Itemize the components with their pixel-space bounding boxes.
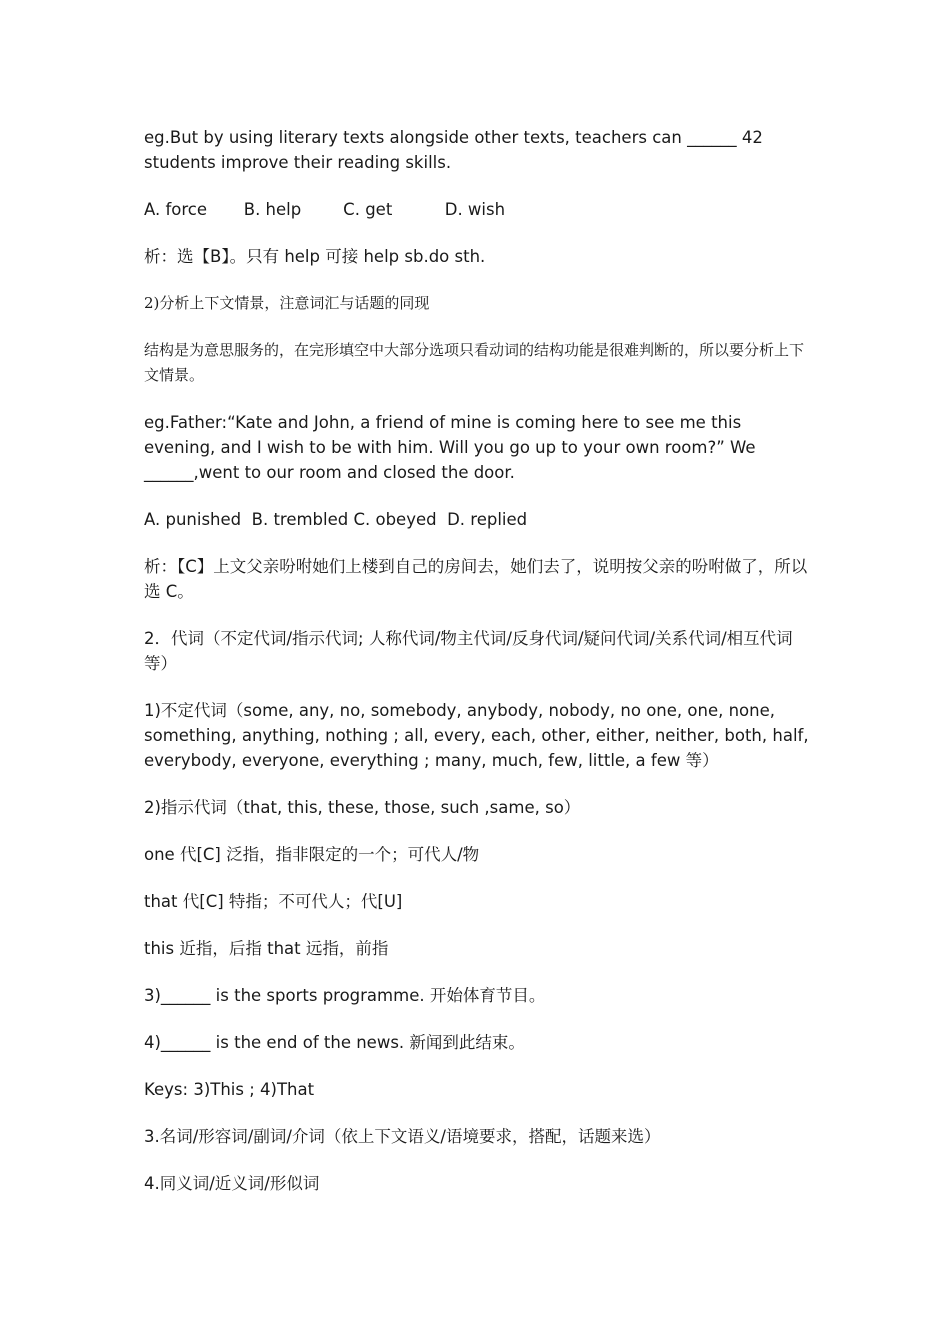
section-heading-nouns: 3.名词/形容词/副词/介词（依上下文语义/语境要求，搭配，话题来选） xyxy=(144,1127,661,1146)
note-this: this 近指，后指 that 远指，前指 xyxy=(144,939,389,958)
example-sentence-literary-texts: eg.But by using literary texts alongside other texts, teachers can ______ 42 students improve their reading skills. xyxy=(144,128,769,172)
indefinite-pronouns: 1)不定代词（some, any, no, somebody, anybody, nobody, no one, one, none, something, anything, nothing ; all, every, each, other, either, neither, both, half, everybody, everyone, everything ; many, much, few, little, a few 等） xyxy=(144,701,814,770)
note-that: that 代[C] 特指；不可代人；代[U] xyxy=(144,892,403,911)
answer-options-1: A. force B. help C. get D. wish xyxy=(144,200,506,219)
exercise-3: 3)______ is the sports programme. 开始体育节目。 xyxy=(144,986,546,1005)
analysis-2: 析：【C】上文父亲吩咐她们上楼到自己的房间去，她们去了，说明按父亲的吩咐做了，所以选 C。 xyxy=(144,557,808,601)
answer-keys: Keys: 3)This ; 4)That xyxy=(144,1080,315,1099)
analysis-1: 析：选【B】。只有 help 可接 help sb.do sth. xyxy=(144,247,486,266)
example-sentence-father: eg.Father:“Kate and John, a friend of mine is coming here to see me this evening, and I wish to be with him. Will you go up to your own room?” We ______,went to our room and closed the door. xyxy=(144,413,761,482)
explanation-context: 结构是为意思服务的，在完形填空中大部分选项只看动词的结构功能是很难判断的，所以要分析上下文情景。 xyxy=(144,341,805,384)
section-heading-pronouns: 2．代词（不定代词/指示代词; 人称代词/物主代词/反身代词/疑问代词/关系代词/相互代词等） xyxy=(144,629,793,673)
document-page xyxy=(144,125,812,1218)
note-one: one 代[C] 泛指，指非限定的一个；可代人/物 xyxy=(144,845,480,864)
answer-options-2: A. punished B. trembled C. obeyed D. replied xyxy=(144,510,528,529)
demonstrative-pronouns: 2)指示代词（that, this, these, those, such ,same, so） xyxy=(144,798,581,817)
section-heading-context: 2)分析上下文情景，注意词汇与话题的同现 xyxy=(144,294,430,312)
section-heading-synonyms: 4.同义词/近义词/形似词 xyxy=(144,1174,320,1193)
exercise-4: 4)______ is the end of the news. 新闻到此结束。 xyxy=(144,1033,525,1052)
